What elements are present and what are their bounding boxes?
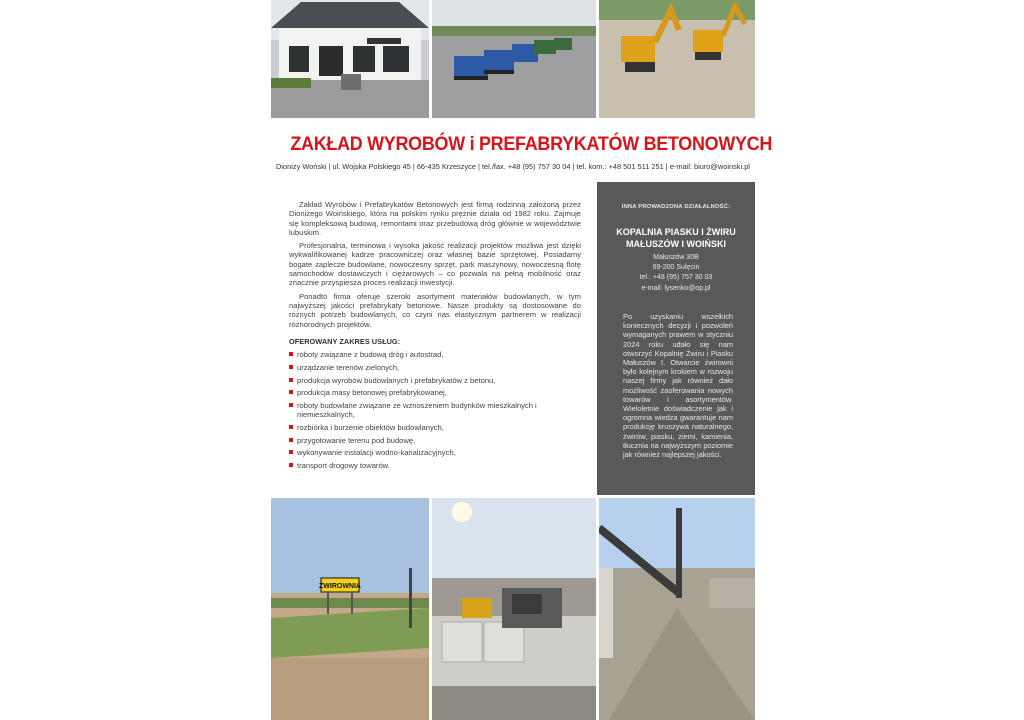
side-email: e-mail: lysenko@op.pl (641, 284, 711, 292)
intro-paragraph-3: Ponadto firma oferuje szeroki asortyment materiałów budowlanych, w tym najwyższej jakości prefabrykaty betonowe. Nasze produkty są dostosowane do różnych potrzeb budowlanych, co czyni nas elastycznym partnerem w realizacji różnorodnych projektów. (289, 291, 581, 329)
side-address-line-1: Małuszów 30B (653, 254, 699, 261)
service-item: produkcja masy betonowej prefabrykowanej, (289, 388, 581, 397)
bullet-square-icon (289, 365, 293, 369)
side-address (597, 253, 755, 294)
side-title-line-2: MAŁUSZÓW I WOIŃSKI (626, 239, 726, 249)
side-address-line-2: 69-200 Sulęcin (652, 264, 700, 272)
service-item: produkcja wyrobów budowlanych i prefabrykatów z betonu, (289, 376, 581, 385)
bullet-square-icon (289, 450, 293, 454)
main-text-column (289, 200, 581, 474)
photo-gravel-pit-sign (271, 498, 429, 720)
photo-truck-fleet (432, 0, 596, 118)
service-item: rozbiórka i burzenie obiektów budowlanych, (289, 423, 581, 432)
photo-office-building (271, 0, 429, 118)
brochure-page (271, 0, 773, 720)
side-title (597, 226, 755, 250)
side-title-line-1: KOPALNIA PIASKU I ŻWIRU (616, 227, 736, 237)
photo-conveyor-gravel (599, 498, 755, 720)
service-item: przygotowanie terenu pod budowę, (289, 436, 581, 445)
contact-line: Dionizy Woński | ul. Wojska Polskiego 45 | 66-435 Krzeszyce | tel./fax. +48 (95) 757 30 04 | tel. kom.: +48 501 511 251 | e-mail: biuro@woinski.pl (276, 162, 750, 171)
side-panel (597, 182, 755, 495)
bullet-square-icon (289, 463, 293, 467)
service-item: roboty budowlane związane ze wznoszeniem budynków mieszkalnych i niemieszkalnych, (289, 401, 581, 420)
service-item: wykonywanie instalacji wodno-kanalizacyjnych, (289, 448, 581, 457)
services-list (289, 350, 581, 470)
side-label: INNA PROWADZONA DZIAŁALNOŚĆ: (621, 204, 731, 210)
sign-text: ŻWIROWNIA (319, 583, 361, 590)
bullet-square-icon (289, 378, 293, 382)
side-description: Po uzyskaniu wszelkich koniecznych decyzji i pozwoleń wymaganych prawem w styczniu 2024 roku udało się nam otworzyć Kopalnię Żwiru i Piasku Małuszów I. Otwarcie żwirowni było kolejnym krokiem w rozwoju naszej firmy jak również dało możliwość zaoferowania nowych towarów i asortymentów. Wieloletnie doświadczenie jak i ogromna wiedza gwarantuje nam produkcję kruszywa naturalnego, żwirów, piasku, ziemi, kamienia, tłucznia na najwyższym poziomie jak również najlepszej jakości. (623, 312, 733, 460)
bullet-square-icon (289, 390, 293, 394)
service-item: roboty związane z budową dróg i autostrad, (289, 350, 581, 359)
photo-loaders-concrete-blocks (432, 498, 596, 720)
bullet-square-icon (289, 352, 293, 356)
services-title: OFEROWANY ZAKRES USŁUG: (289, 336, 401, 346)
bullet-square-icon (289, 438, 293, 442)
company-headline: ZAKŁAD WYROBÓW i PREFABRYKATÓW BETONOWYCH (290, 133, 773, 155)
bullet-square-icon (289, 425, 293, 429)
service-item: transport drogowy towarów. (289, 461, 581, 470)
service-item: urządzanie terenów zielonych, (289, 363, 581, 372)
intro-paragraph-2: Profesjonalna, terminowa i wysoka jakość realizacji projektów możliwa jest dzięki wykwalifikowanej kadrze pracowniczej oraz własnej bazie sprzętowej. Posiadamy bogate zaplecze budowlane, nowoczesny sprzęt, park maszynowy, nowoczesną flotę samochodów dostawczych i ciężarowych – co pozwala na pełną mobilność oraz znacznie przyspiesza proces realizacji inwestycji. (289, 241, 581, 288)
photo-excavators (599, 0, 755, 118)
side-phone: tel.: +48 (95) 757 30 03 (639, 274, 713, 282)
bullet-square-icon (289, 403, 293, 407)
intro-paragraph-1: Zakład Wyrobów i Prefabrykatów Betonowych jest firmą rodzinną założoną przez Dionizego Woińskiego, która na polskim rynku prężnie działa od 1982 roku. Zajmuje się kompleksową budową, remontami oraz przebudową dróg głównie w województwie lubuskim. (289, 200, 581, 237)
